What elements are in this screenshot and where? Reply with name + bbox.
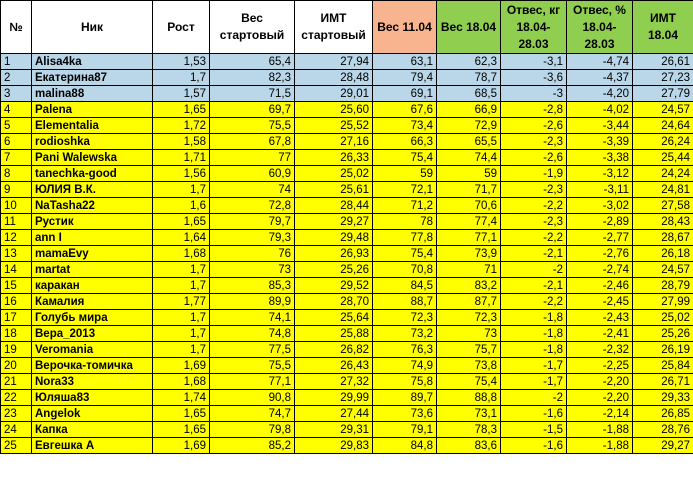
cell-bmi_start: 26,43 (295, 358, 373, 374)
cell-loss_kg: -2,1 (501, 246, 567, 262)
cell-nick: Верочка-томичка (32, 358, 153, 374)
cell-height: 1,56 (153, 166, 210, 182)
cell-weight_1104: 70,8 (373, 262, 437, 278)
cell-bmi_1804: 28,43 (633, 214, 693, 230)
cell-no: 22 (1, 390, 32, 406)
cell-height: 1,69 (153, 358, 210, 374)
cell-nick: tanechka-good (32, 166, 153, 182)
cell-no: 13 (1, 246, 32, 262)
cell-bmi_start: 26,33 (295, 150, 373, 166)
cell-bmi_1804: 26,24 (633, 134, 693, 150)
cell-weight_start: 90,8 (210, 390, 295, 406)
cell-loss_kg: -3,6 (501, 70, 567, 86)
cell-loss_kg: -1,8 (501, 342, 567, 358)
cell-weight_1104: 75,8 (373, 374, 437, 390)
cell-weight_1104: 79,1 (373, 422, 437, 438)
cell-bmi_start: 25,88 (295, 326, 373, 342)
cell-weight_start: 76 (210, 246, 295, 262)
cell-weight_1804: 83,2 (437, 278, 501, 294)
cell-bmi_1804: 25,02 (633, 310, 693, 326)
table-row (1, 150, 693, 166)
cell-bmi_start: 29,48 (295, 230, 373, 246)
cell-nick: Евгешка А (32, 438, 153, 454)
cell-no: 15 (1, 278, 32, 294)
cell-weight_1804: 83,6 (437, 438, 501, 454)
cell-weight_1804: 73,1 (437, 406, 501, 422)
cell-bmi_1804: 28,67 (633, 230, 693, 246)
cell-no: 25 (1, 438, 32, 454)
table-row (1, 438, 693, 454)
cell-weight_start: 79,8 (210, 422, 295, 438)
cell-height: 1,65 (153, 422, 210, 438)
cell-no: 16 (1, 294, 32, 310)
cell-height: 1,58 (153, 134, 210, 150)
cell-weight_1104: 84,5 (373, 278, 437, 294)
cell-weight_1804: 74,4 (437, 150, 501, 166)
cell-bmi_start: 29,83 (295, 438, 373, 454)
cell-nick: ЮЛИЯ В.К. (32, 182, 153, 198)
cell-no: 3 (1, 86, 32, 102)
cell-loss_kg: -1,6 (501, 406, 567, 422)
cell-bmi_start: 26,82 (295, 342, 373, 358)
cell-loss_pct: -2,77 (567, 230, 633, 246)
table-row (1, 310, 693, 326)
cell-bmi_start: 27,16 (295, 134, 373, 150)
cell-loss_kg: -3 (501, 86, 567, 102)
cell-bmi_1804: 25,26 (633, 326, 693, 342)
cell-no: 6 (1, 134, 32, 150)
cell-no: 10 (1, 198, 32, 214)
cell-nick: Юляша83 (32, 390, 153, 406)
cell-loss_pct: -3,39 (567, 134, 633, 150)
table-row (1, 54, 693, 70)
column-header-loss_kg: Отвес, кг 18.04-28.03 (501, 1, 567, 54)
cell-loss_pct: -2,32 (567, 342, 633, 358)
cell-nick: Голубь мира (32, 310, 153, 326)
column-header-bmi_1804: ИМТ 18.04 (633, 1, 693, 54)
cell-no: 18 (1, 326, 32, 342)
cell-height: 1,65 (153, 102, 210, 118)
cell-loss_kg: -1,8 (501, 326, 567, 342)
cell-weight_start: 82,3 (210, 70, 295, 86)
cell-weight_start: 74 (210, 182, 295, 198)
cell-weight_1804: 78,3 (437, 422, 501, 438)
table-row (1, 214, 693, 230)
cell-nick: martat (32, 262, 153, 278)
cell-no: 20 (1, 358, 32, 374)
cell-bmi_1804: 27,99 (633, 294, 693, 310)
cell-loss_pct: -2,45 (567, 294, 633, 310)
cell-height: 1,77 (153, 294, 210, 310)
cell-loss_pct: -4,02 (567, 102, 633, 118)
cell-weight_1104: 75,4 (373, 246, 437, 262)
cell-nick: Veromania (32, 342, 153, 358)
table-row (1, 294, 693, 310)
cell-weight_1804: 78,7 (437, 70, 501, 86)
cell-nick: Pani Walewska (32, 150, 153, 166)
cell-bmi_start: 27,32 (295, 374, 373, 390)
cell-bmi_start: 29,99 (295, 390, 373, 406)
cell-bmi_1804: 26,61 (633, 54, 693, 70)
cell-weight_1804: 68,5 (437, 86, 501, 102)
cell-weight_1104: 71,2 (373, 198, 437, 214)
cell-height: 1,68 (153, 374, 210, 390)
cell-weight_1804: 77,4 (437, 214, 501, 230)
table-row (1, 118, 693, 134)
table-row (1, 182, 693, 198)
cell-weight_1104: 89,7 (373, 390, 437, 406)
cell-height: 1,7 (153, 310, 210, 326)
cell-weight_1104: 73,6 (373, 406, 437, 422)
cell-bmi_1804: 24,57 (633, 262, 693, 278)
cell-bmi_1804: 29,27 (633, 438, 693, 454)
cell-nick: ann I (32, 230, 153, 246)
table-row (1, 342, 693, 358)
cell-loss_pct: -3,12 (567, 166, 633, 182)
table-row (1, 358, 693, 374)
table-row (1, 166, 693, 182)
cell-loss_pct: -2,43 (567, 310, 633, 326)
column-header-loss_pct: Отвес, % 18.04-28.03 (567, 1, 633, 54)
cell-weight_start: 77,1 (210, 374, 295, 390)
table-row (1, 102, 693, 118)
cell-no: 21 (1, 374, 32, 390)
cell-no: 23 (1, 406, 32, 422)
cell-weight_1804: 87,7 (437, 294, 501, 310)
cell-weight_1804: 62,3 (437, 54, 501, 70)
cell-bmi_start: 25,61 (295, 182, 373, 198)
cell-nick: Palena (32, 102, 153, 118)
table-row (1, 390, 693, 406)
column-header-no: № (1, 1, 32, 54)
cell-no: 1 (1, 54, 32, 70)
cell-bmi_start: 28,70 (295, 294, 373, 310)
cell-bmi_start: 25,64 (295, 310, 373, 326)
cell-weight_start: 77 (210, 150, 295, 166)
cell-weight_1104: 73,2 (373, 326, 437, 342)
cell-loss_pct: -2,41 (567, 326, 633, 342)
cell-bmi_start: 29,01 (295, 86, 373, 102)
cell-bmi_1804: 27,58 (633, 198, 693, 214)
cell-height: 1,57 (153, 86, 210, 102)
table-row (1, 86, 693, 102)
cell-loss_kg: -2,3 (501, 214, 567, 230)
cell-nick: каракан (32, 278, 153, 294)
cell-weight_start: 74,1 (210, 310, 295, 326)
cell-weight_1104: 73,4 (373, 118, 437, 134)
cell-weight_start: 75,5 (210, 118, 295, 134)
cell-loss_pct: -4,20 (567, 86, 633, 102)
cell-loss_pct: -2,20 (567, 374, 633, 390)
cell-weight_1104: 69,1 (373, 86, 437, 102)
cell-height: 1,65 (153, 214, 210, 230)
cell-weight_1104: 78 (373, 214, 437, 230)
cell-nick: Alisa4ka (32, 54, 153, 70)
cell-weight_start: 65,4 (210, 54, 295, 70)
column-header-weight_1104: Вес 11.04 (373, 1, 437, 54)
cell-loss_pct: -3,38 (567, 150, 633, 166)
cell-weight_1104: 84,8 (373, 438, 437, 454)
cell-bmi_start: 26,93 (295, 246, 373, 262)
cell-weight_start: 67,8 (210, 134, 295, 150)
cell-bmi_1804: 26,71 (633, 374, 693, 390)
cell-loss_kg: -1,8 (501, 310, 567, 326)
cell-bmi_1804: 27,79 (633, 86, 693, 102)
cell-height: 1,71 (153, 150, 210, 166)
cell-loss_kg: -1,9 (501, 166, 567, 182)
cell-bmi_start: 27,94 (295, 54, 373, 70)
cell-height: 1,65 (153, 406, 210, 422)
cell-no: 7 (1, 150, 32, 166)
cell-loss_kg: -2,2 (501, 230, 567, 246)
cell-loss_kg: -2,8 (501, 102, 567, 118)
cell-weight_start: 77,5 (210, 342, 295, 358)
cell-bmi_1804: 25,44 (633, 150, 693, 166)
cell-no: 11 (1, 214, 32, 230)
cell-bmi_1804: 28,76 (633, 422, 693, 438)
cell-height: 1,7 (153, 182, 210, 198)
cell-weight_1804: 71 (437, 262, 501, 278)
table-row (1, 198, 693, 214)
cell-bmi_1804: 24,24 (633, 166, 693, 182)
cell-loss_kg: -1,7 (501, 374, 567, 390)
header-row (1, 1, 693, 54)
cell-nick: Angelok (32, 406, 153, 422)
cell-weight_1804: 75,7 (437, 342, 501, 358)
cell-weight_1804: 75,4 (437, 374, 501, 390)
cell-nick: NaTasha22 (32, 198, 153, 214)
cell-weight_start: 71,5 (210, 86, 295, 102)
table-row (1, 422, 693, 438)
cell-nick: mamaEvy (32, 246, 153, 262)
cell-bmi_start: 25,60 (295, 102, 373, 118)
cell-weight_1104: 72,3 (373, 310, 437, 326)
cell-nick: malina88 (32, 86, 153, 102)
cell-loss_pct: -4,74 (567, 54, 633, 70)
cell-weight_start: 85,2 (210, 438, 295, 454)
cell-loss_pct: -2,76 (567, 246, 633, 262)
cell-loss_kg: -2,6 (501, 118, 567, 134)
cell-weight_1104: 77,8 (373, 230, 437, 246)
cell-bmi_1804: 25,84 (633, 358, 693, 374)
cell-height: 1,7 (153, 262, 210, 278)
cell-weight_start: 73 (210, 262, 295, 278)
cell-nick: Рустик (32, 214, 153, 230)
cell-height: 1,64 (153, 230, 210, 246)
cell-loss_kg: -2 (501, 262, 567, 278)
cell-weight_1104: 75,4 (373, 150, 437, 166)
cell-weight_1804: 70,6 (437, 198, 501, 214)
table-row (1, 326, 693, 342)
cell-loss_kg: -2,1 (501, 278, 567, 294)
cell-loss_pct: -2,25 (567, 358, 633, 374)
cell-loss_kg: -3,1 (501, 54, 567, 70)
cell-weight_start: 74,8 (210, 326, 295, 342)
cell-weight_1804: 66,9 (437, 102, 501, 118)
table-row (1, 374, 693, 390)
cell-no: 9 (1, 182, 32, 198)
cell-loss_kg: -2,2 (501, 198, 567, 214)
cell-bmi_start: 27,44 (295, 406, 373, 422)
cell-weight_1104: 63,1 (373, 54, 437, 70)
cell-loss_pct: -3,02 (567, 198, 633, 214)
cell-no: 2 (1, 70, 32, 86)
cell-no: 12 (1, 230, 32, 246)
cell-weight_start: 74,7 (210, 406, 295, 422)
cell-nick: Екатерина87 (32, 70, 153, 86)
cell-weight_start: 79,7 (210, 214, 295, 230)
cell-weight_start: 89,9 (210, 294, 295, 310)
table-row (1, 278, 693, 294)
cell-loss_kg: -2,6 (501, 150, 567, 166)
table-row (1, 406, 693, 422)
cell-weight_1804: 73,8 (437, 358, 501, 374)
cell-nick: rodioshka (32, 134, 153, 150)
cell-height: 1,6 (153, 198, 210, 214)
cell-bmi_1804: 24,57 (633, 102, 693, 118)
cell-weight_1804: 88,8 (437, 390, 501, 406)
cell-height: 1,7 (153, 70, 210, 86)
cell-bmi_start: 25,02 (295, 166, 373, 182)
cell-weight_start: 72,8 (210, 198, 295, 214)
cell-loss_kg: -1,5 (501, 422, 567, 438)
cell-weight_start: 79,3 (210, 230, 295, 246)
cell-bmi_1804: 26,85 (633, 406, 693, 422)
cell-weight_1804: 72,9 (437, 118, 501, 134)
cell-weight_1804: 73 (437, 326, 501, 342)
column-header-bmi_start: ИМТ стартовый (295, 1, 373, 54)
cell-weight_1104: 79,4 (373, 70, 437, 86)
cell-weight_start: 85,3 (210, 278, 295, 294)
cell-no: 4 (1, 102, 32, 118)
cell-loss_kg: -1,7 (501, 358, 567, 374)
cell-loss_kg: -2 (501, 390, 567, 406)
cell-bmi_start: 25,52 (295, 118, 373, 134)
cell-loss_pct: -2,46 (567, 278, 633, 294)
cell-loss_pct: -2,89 (567, 214, 633, 230)
cell-no: 5 (1, 118, 32, 134)
column-header-weight_start: Вес стартовый (210, 1, 295, 54)
cell-bmi_start: 29,31 (295, 422, 373, 438)
table-row (1, 246, 693, 262)
cell-nick: Капка (32, 422, 153, 438)
cell-bmi_1804: 28,79 (633, 278, 693, 294)
cell-height: 1,68 (153, 246, 210, 262)
cell-weight_1104: 88,7 (373, 294, 437, 310)
cell-bmi_start: 29,52 (295, 278, 373, 294)
cell-weight_1104: 67,6 (373, 102, 437, 118)
cell-loss_pct: -3,11 (567, 182, 633, 198)
cell-height: 1,72 (153, 118, 210, 134)
cell-bmi_1804: 29,33 (633, 390, 693, 406)
cell-no: 19 (1, 342, 32, 358)
cell-no: 24 (1, 422, 32, 438)
cell-height: 1,74 (153, 390, 210, 406)
column-header-nick: Ник (32, 1, 153, 54)
cell-bmi_start: 28,44 (295, 198, 373, 214)
table-row (1, 262, 693, 278)
cell-loss_pct: -3,44 (567, 118, 633, 134)
cell-bmi_start: 25,26 (295, 262, 373, 278)
cell-height: 1,53 (153, 54, 210, 70)
cell-no: 14 (1, 262, 32, 278)
cell-no: 17 (1, 310, 32, 326)
cell-nick: Nora33 (32, 374, 153, 390)
cell-bmi_1804: 27,23 (633, 70, 693, 86)
cell-weight_1104: 76,3 (373, 342, 437, 358)
cell-bmi_1804: 26,18 (633, 246, 693, 262)
cell-bmi_1804: 26,19 (633, 342, 693, 358)
cell-no: 8 (1, 166, 32, 182)
cell-bmi_1804: 24,81 (633, 182, 693, 198)
cell-bmi_1804: 24,64 (633, 118, 693, 134)
table-row (1, 230, 693, 246)
cell-loss_pct: -1,88 (567, 438, 633, 454)
cell-weight_1804: 77,1 (437, 230, 501, 246)
cell-loss_pct: -2,14 (567, 406, 633, 422)
cell-bmi_start: 28,48 (295, 70, 373, 86)
cell-weight_1804: 65,5 (437, 134, 501, 150)
cell-weight_1104: 74,9 (373, 358, 437, 374)
column-header-weight_1804: Вес 18.04 (437, 1, 501, 54)
table-row (1, 134, 693, 150)
cell-bmi_start: 29,27 (295, 214, 373, 230)
cell-loss_kg: -2,2 (501, 294, 567, 310)
table-body (1, 54, 693, 454)
cell-weight_start: 75,5 (210, 358, 295, 374)
cell-weight_start: 69,7 (210, 102, 295, 118)
cell-height: 1,7 (153, 342, 210, 358)
cell-weight_1804: 72,3 (437, 310, 501, 326)
cell-loss_kg: -2,3 (501, 134, 567, 150)
cell-nick: Вера_2013 (32, 326, 153, 342)
cell-height: 1,7 (153, 326, 210, 342)
cell-loss_kg: -2,3 (501, 182, 567, 198)
cell-weight_1104: 72,1 (373, 182, 437, 198)
cell-nick: Камалия (32, 294, 153, 310)
column-header-height: Рост (153, 1, 210, 54)
cell-weight_1804: 59 (437, 166, 501, 182)
cell-weight_1104: 59 (373, 166, 437, 182)
cell-weight_1804: 71,7 (437, 182, 501, 198)
cell-weight_1104: 66,3 (373, 134, 437, 150)
cell-height: 1,69 (153, 438, 210, 454)
cell-loss_pct: -1,88 (567, 422, 633, 438)
cell-nick: Elementalia (32, 118, 153, 134)
cell-loss_pct: -2,74 (567, 262, 633, 278)
cell-weight_1804: 73,9 (437, 246, 501, 262)
cell-loss_pct: -4,37 (567, 70, 633, 86)
table-row (1, 70, 693, 86)
cell-height: 1,7 (153, 278, 210, 294)
cell-loss_pct: -2,20 (567, 390, 633, 406)
cell-loss_kg: -1,6 (501, 438, 567, 454)
cell-weight_start: 60,9 (210, 166, 295, 182)
